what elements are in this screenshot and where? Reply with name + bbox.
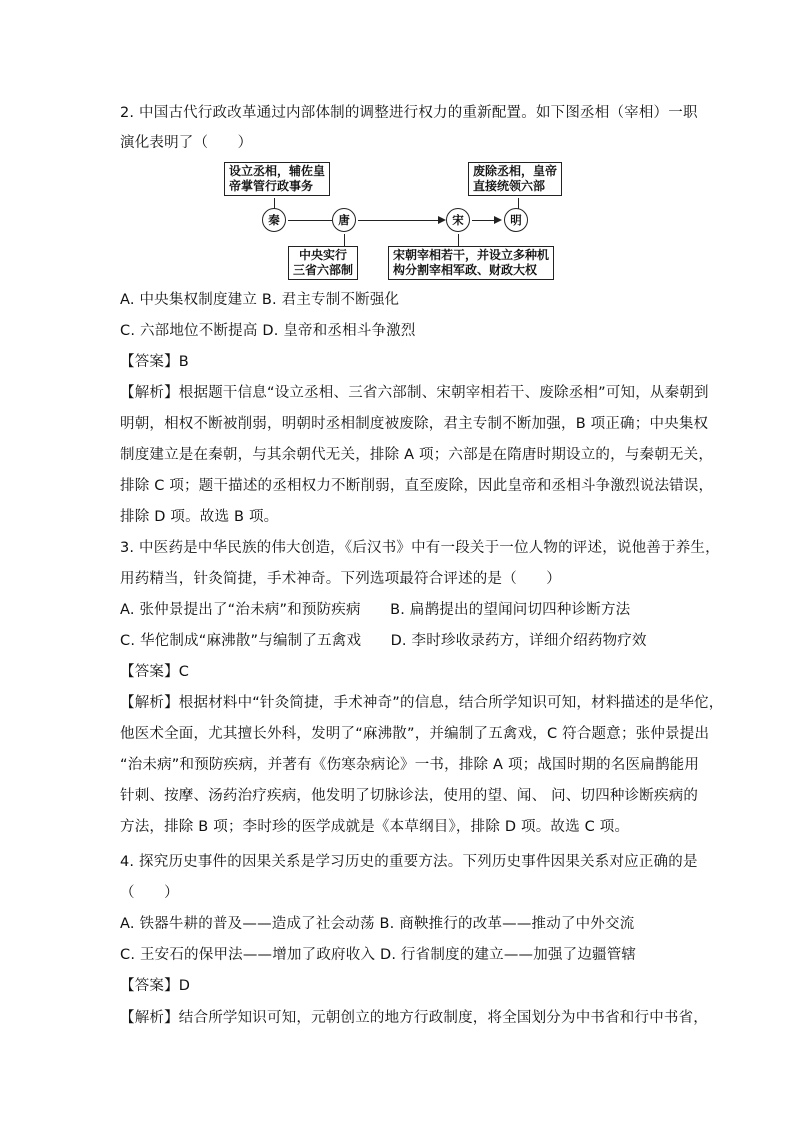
timeline-segment-3	[472, 220, 496, 221]
q4-answer: 【答案】D	[120, 978, 191, 994]
q2-explanation-line4: 排除 C 项；题干描述的丞相权力不断削弱，直至废除，因此皇帝和丞相斗争激烈说法错误，	[120, 478, 714, 494]
diagram-box-song-line1: 宋朝宰相若干，并设立多种机	[393, 248, 550, 262]
q2-explanation-line2: 明朝，相权不断被削弱，明朝时丞相制度被废除，君主专制不断加强，B 项正确；中央集权	[120, 416, 709, 432]
q3-options-cd: C. 华佗制成“麻沸散”与编制了五禽戏 D. 李时珍收录药方，详细介绍药物疗效	[120, 633, 647, 649]
q2-explanation-line1: 【解析】根据题干信息“设立丞相、三省六部制、宋朝宰相若干、废除丞相”可知，从秦朝到	[120, 385, 709, 401]
q3-explanation-line4: 针刺、按摩、汤药治疗疾病，他发明了切脉诊法，使用的望、闻、 问、切四种诊断疾病的	[120, 788, 699, 804]
diagram-box-song-line2: 构分割宰相军政、财政大权	[393, 263, 538, 277]
q3-explanation-line3: “治未病”和预防疾病，并著有《伤寒杂病论》一书，排除 A 项；战国时期的名医扁鹊能用	[120, 757, 700, 773]
node-tang: 唐	[332, 208, 356, 232]
diagram-box-qin	[224, 162, 330, 196]
q4-stem-line1: 4. 探究历史事件的因果关系是学习历史的重要方法。下列历史事件因果关系对应正确的是	[120, 854, 698, 870]
diagram-box-ming-line1: 废除丞相，皇帝	[473, 164, 558, 178]
timeline-segment-1	[288, 220, 332, 221]
connector-tang	[344, 234, 345, 246]
timeline-segment-2	[358, 220, 440, 221]
diagram-box-song	[388, 246, 554, 280]
q2-explanation-line3: 制度建立是在秦朝，与其余朝代无关，排除 A 项；六部是在隋唐时期设立的，与秦朝无关，	[120, 447, 714, 463]
q3-answer: 【答案】C	[120, 664, 190, 680]
diagram-box-tang	[288, 246, 358, 280]
q3-options-ab: A. 张仲景提出了“治未病”和预防疾病 B. 扁鹊提出的望闻问切四种诊断方法	[120, 602, 631, 618]
arrow-icon	[438, 216, 446, 224]
q2-explanation-line5: 排除 D 项。故选 B 项。	[120, 509, 279, 525]
diagram-box-qin-line1: 设立丞相，辅佐皇	[229, 164, 326, 178]
q2-stem-line2: 演化表明了（ ）	[120, 135, 253, 151]
q4-stem-line2: （ ）	[120, 885, 179, 901]
q2-options-ab: A. 中央集权制度建立 B. 君主专制不断强化	[120, 292, 400, 308]
q3-stem-line1: 3. 中医药是中华民族的伟大创造，《后汉书》中有一段关于一位人物的评述，说他善于养生，	[120, 540, 720, 556]
diagram-box-qin-line2: 帝掌管行政事务	[229, 179, 314, 193]
diagram-box-ming-line2: 直接统领六部	[473, 179, 546, 193]
node-song: 宋	[446, 208, 470, 232]
diagram-box-ming	[468, 162, 562, 196]
connector-song	[458, 234, 459, 246]
q2-stem-line1: 2. 中国古代行政改革通过内部体制的调整进行权力的重新配置。如下图丞相（宰相）一职	[120, 105, 698, 121]
diagram-box-tang-line1: 中央实行	[299, 248, 348, 262]
q4-options-cd: C. 王安石的保甲法——增加了政府收入 D. 行省制度的建立——加强了边疆管辖	[120, 947, 637, 963]
diagram-box-tang-line2: 三省六部制	[293, 263, 354, 277]
q3-explanation-line2: 他医术全面，尤其擅长外科，发明了“麻沸散”，并编制了五禽戏，C 符合题意；张仲景提出	[120, 726, 710, 742]
arrow-icon	[494, 216, 502, 224]
node-ming: 明	[504, 208, 528, 232]
q3-explanation-line1: 【解析】根据材料中“针灸简捷，手术神奇”的信息，结合所学知识可知，材料描述的是华佗，	[120, 695, 724, 711]
q4-explanation-line1: 【解析】结合所学知识可知，元朝创立的地方行政制度，将全国划分为中书省和行中书省，	[120, 1010, 708, 1026]
q2-answer: 【答案】B	[120, 354, 189, 370]
node-qin: 秦	[262, 208, 286, 232]
q2-options-cd: C. 六部地位不断提高 D. 皇帝和丞相斗争激烈	[120, 323, 416, 339]
q2-diagram	[222, 160, 582, 282]
q3-stem-line2: 用药精当，针灸简捷，手术神奇。下列选项最符合评述的是（ ）	[120, 571, 561, 587]
q4-options-ab: A. 铁器牛耕的普及——造成了社会动荡 B. 商鞅推行的改革——推动了中外交流	[120, 916, 635, 932]
q3-explanation-line5: 方法，排除 B 项；李时珍的医学成就是《本草纲目》，排除 D 项。故选 C 项。	[120, 819, 630, 835]
